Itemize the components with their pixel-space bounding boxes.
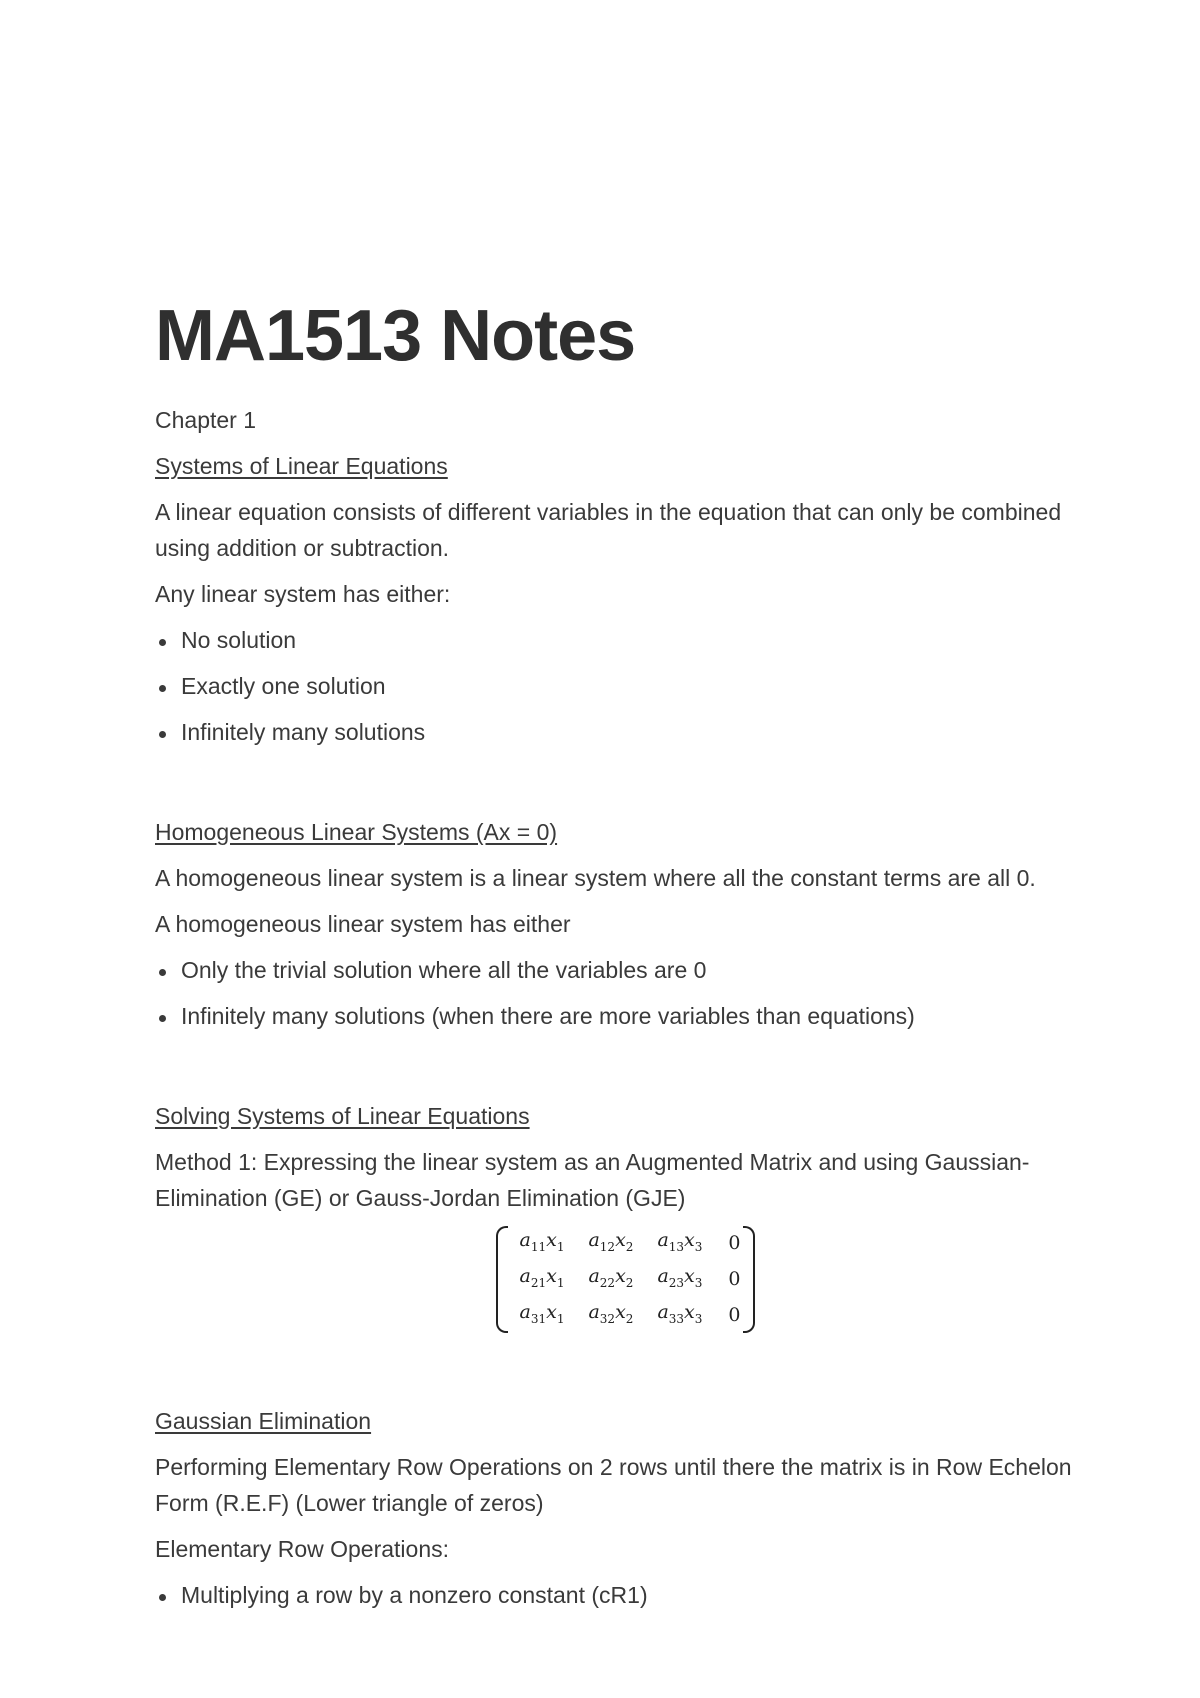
- paragraph-gaussian-elimination: Performing Elementary Row Operations on 2 rows until there the matrix is in Row Echelon Form (R.E.F) (Lower triangle of zeros): [155, 1454, 1072, 1517]
- paragraph-row-operations: Elementary Row Operations:: [155, 1536, 450, 1563]
- bullet-list-homogeneous: [155, 952, 1085, 1034]
- section-heading-solving: Solving Systems of Linear Equations: [155, 1103, 530, 1129]
- bullet-icon: [159, 731, 166, 738]
- right-paren-icon: [743, 1226, 755, 1333]
- list-item: No solution: [155, 622, 1085, 658]
- matrix-entry: $a_{21}x_1$: [519, 1264, 565, 1290]
- matrix-entry: $a_{11}x_1$: [519, 1229, 565, 1254]
- bullet-list-solutions: [155, 622, 1085, 750]
- bullet-icon: [159, 639, 166, 646]
- matrix-table: [508, 1226, 743, 1333]
- section-heading-gaussian: Gaussian Elimination: [155, 1408, 372, 1435]
- section-heading-homogeneous: Homogeneous Linear Systems (Ax = 0): [155, 819, 558, 845]
- matrix-entry: $a_{33}x_3$: [657, 1300, 703, 1326]
- page-title: MA1513 Notes: [155, 296, 636, 376]
- list-item: Only the trivial solution where all the variables are 0: [155, 952, 1085, 988]
- paragraph-any-linear-system: Any linear system has either:: [155, 581, 451, 607]
- matrix-entry: $a_{31}x_1$: [519, 1300, 565, 1326]
- matrix-entry: 0: [728, 1268, 741, 1291]
- paragraph-homogeneous-definition: A homogeneous linear system is a linear system where all the constant terms are all 0.: [155, 865, 1036, 891]
- paragraph-linear-equation: A linear equation consists of different variables in the equation that can only be combined using addition or subtraction.: [155, 499, 1062, 561]
- paragraph-homogeneous-has: A homogeneous linear system has either: [155, 911, 571, 937]
- augmented-matrix: [496, 1226, 755, 1333]
- paragraph-method-1: Method 1: Expressing the linear system as an Augmented Matrix and using Gaussian-Elimination (GE) or Gauss-Jordan Elimination (GJE): [155, 1149, 1030, 1211]
- matrix-row: [508, 1226, 743, 1262]
- matrix-entry: 0: [728, 1232, 741, 1255]
- bullet-icon: [159, 685, 166, 692]
- matrix-entry: $a_{23}x_3$: [657, 1264, 703, 1290]
- left-paren-icon: [496, 1226, 508, 1333]
- matrix-entry: $a_{32}x_2$: [588, 1300, 634, 1326]
- list-item: Infinitely many solutions (when there are more variables than equations): [155, 998, 1085, 1034]
- matrix-entry: 0: [728, 1303, 741, 1326]
- bullet-icon: [159, 969, 166, 976]
- matrix-row: [508, 1262, 743, 1298]
- list-item: Infinitely many solutions: [155, 714, 1085, 750]
- section-heading-systems: Systems of Linear Equations: [155, 453, 448, 479]
- bullet-icon: [159, 1594, 166, 1601]
- matrix-entry: $a_{22}x_2$: [588, 1264, 634, 1290]
- bullet-list-row-operations: [155, 1577, 1085, 1613]
- list-item: Multiplying a row by a nonzero constant (cR1): [155, 1577, 1085, 1613]
- bullet-icon: [159, 1015, 166, 1022]
- matrix-entry: $a_{13}x_3$: [657, 1229, 703, 1254]
- matrix-entry: $a_{12}x_2$: [588, 1229, 634, 1254]
- augmented-matrix-container: [155, 1226, 1085, 1333]
- list-item: Exactly one solution: [155, 668, 1085, 704]
- matrix-row: [508, 1298, 743, 1334]
- chapter-label: Chapter 1: [155, 407, 257, 433]
- document-body: [155, 402, 1085, 1623]
